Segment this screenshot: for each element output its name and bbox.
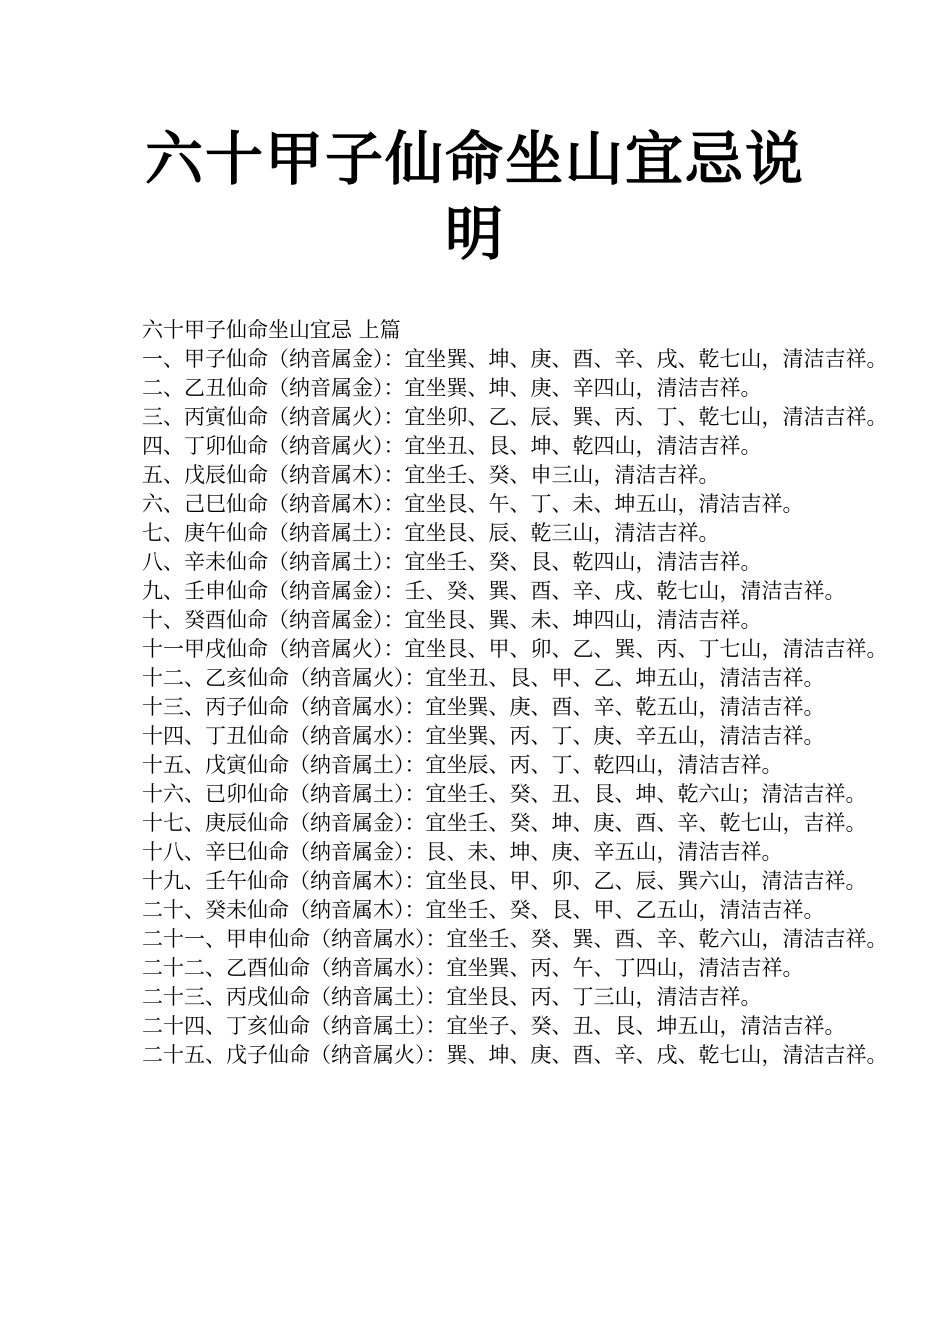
entry-17: 十七、庚辰仙命（纳音属金）：宜坐壬、癸、坤、庚、酉、辛、乾七山，吉祥。	[142, 811, 867, 835]
entry-11: 十一甲戌仙命（纳音属火）：宜坐艮、甲、卯、乙、巽、丙、丁七山，清洁吉祥。	[142, 637, 888, 661]
entry-9: 九、壬申仙命（纳音属金）：壬、癸、巽、酉、辛、戌、乾七山，清洁吉祥。	[142, 579, 846, 603]
entry-23: 二十三、丙戌仙命（纳音属土）：宜坐艮、丙、丁三山，清洁吉祥。	[142, 985, 762, 1009]
entry-18: 十八、辛巳仙命（纳音属金）：艮、未、坤、庚、辛五山，清洁吉祥。	[142, 840, 783, 864]
entry-13: 十三、丙子仙命（纳音属水）：宜坐巽、庚、酉、辛、乾五山，清洁吉祥。	[142, 695, 825, 719]
entry-16: 十六、已卯仙命（纳音属土）：宜坐壬、癸、丑、艮、坤、乾六山；清洁吉祥。	[142, 782, 867, 806]
entry-22: 二十二、乙酉仙命（纳音属水）：宜坐巽、丙、午、丁四山，清洁吉祥。	[142, 956, 804, 980]
entry-20: 二十、癸未仙命（纳音属木）：宜坐壬、癸、艮、甲、乙五山，清洁吉祥。	[142, 898, 825, 922]
entry-21: 二十一、甲申仙命（纳音属水）：宜坐壬、癸、巽、酉、辛、乾六山，清洁吉祥。	[142, 927, 888, 951]
entry-7: 七、庚午仙命（纳音属土）：宜坐艮、辰、乾三山，清洁吉祥。	[142, 521, 720, 545]
entry-4: 四、丁卯仙命（纳音属火）：宜坐丑、艮、坤、乾四山，清洁吉祥。	[142, 434, 762, 458]
entry-19: 十九、壬午仙命（纳音属木）：宜坐艮、甲、卯、乙、辰、巽六山，清洁吉祥。	[142, 869, 867, 893]
entry-2: 二、乙丑仙命（纳音属金）：宜坐巽、坤、庚、辛四山，清洁吉祥。	[142, 376, 762, 400]
document-body	[142, 316, 932, 1070]
entry-14: 十四、丁丑仙命（纳音属水）：宜坐巽、丙、丁、庚、辛五山，清洁吉祥。	[142, 724, 825, 748]
entry-15: 十五、戊寅仙命（纳音属土）：宜坐辰、丙、丁、乾四山，清洁吉祥。	[142, 753, 783, 777]
entry-6: 六、己巳仙命（纳音属木）：宜坐艮、午、丁、未、坤五山，清洁吉祥。	[142, 492, 804, 516]
section-subtitle: 六十甲子仙命坐山宜忌 上篇	[142, 318, 401, 342]
entry-25: 二十五、戊子仙命（纳音属火）：巽、坤、庚、酉、辛、戌、乾七山，清洁吉祥。	[142, 1043, 888, 1067]
page-title-line-2: 明	[444, 200, 505, 268]
entry-3: 三、丙寅仙命（纳音属火）：宜坐卯、乙、辰、巽、丙、丁、乾七山，清洁吉祥。	[142, 405, 888, 429]
entry-24: 二十四、丁亥仙命（纳音属土）：宜坐子、癸、丑、艮、坤五山，清洁吉祥。	[142, 1014, 846, 1038]
page-title-line-1: 六十甲子仙命坐山宜忌说	[144, 125, 805, 193]
entry-8: 八、辛未仙命（纳音属土）：宜坐壬、癸、艮、乾四山，清洁吉祥。	[142, 550, 762, 574]
entry-10: 十、癸酉仙命（纳音属金）：宜坐艮、巽、未、坤四山，清洁吉祥。	[142, 608, 762, 632]
entry-5: 五、戊辰仙命（纳音属木）：宜坐壬、癸、申三山，清洁吉祥。	[142, 463, 720, 487]
entry-12: 十二、乙亥仙命（纳音属火）：宜坐丑、艮、甲、乙、坤五山，清洁吉祥。	[142, 666, 825, 690]
entry-1: 一、甲子仙命（纳音属金）：宜坐巽、坤、庚、酉、辛、戌、乾七山，清洁吉祥。	[142, 347, 888, 371]
